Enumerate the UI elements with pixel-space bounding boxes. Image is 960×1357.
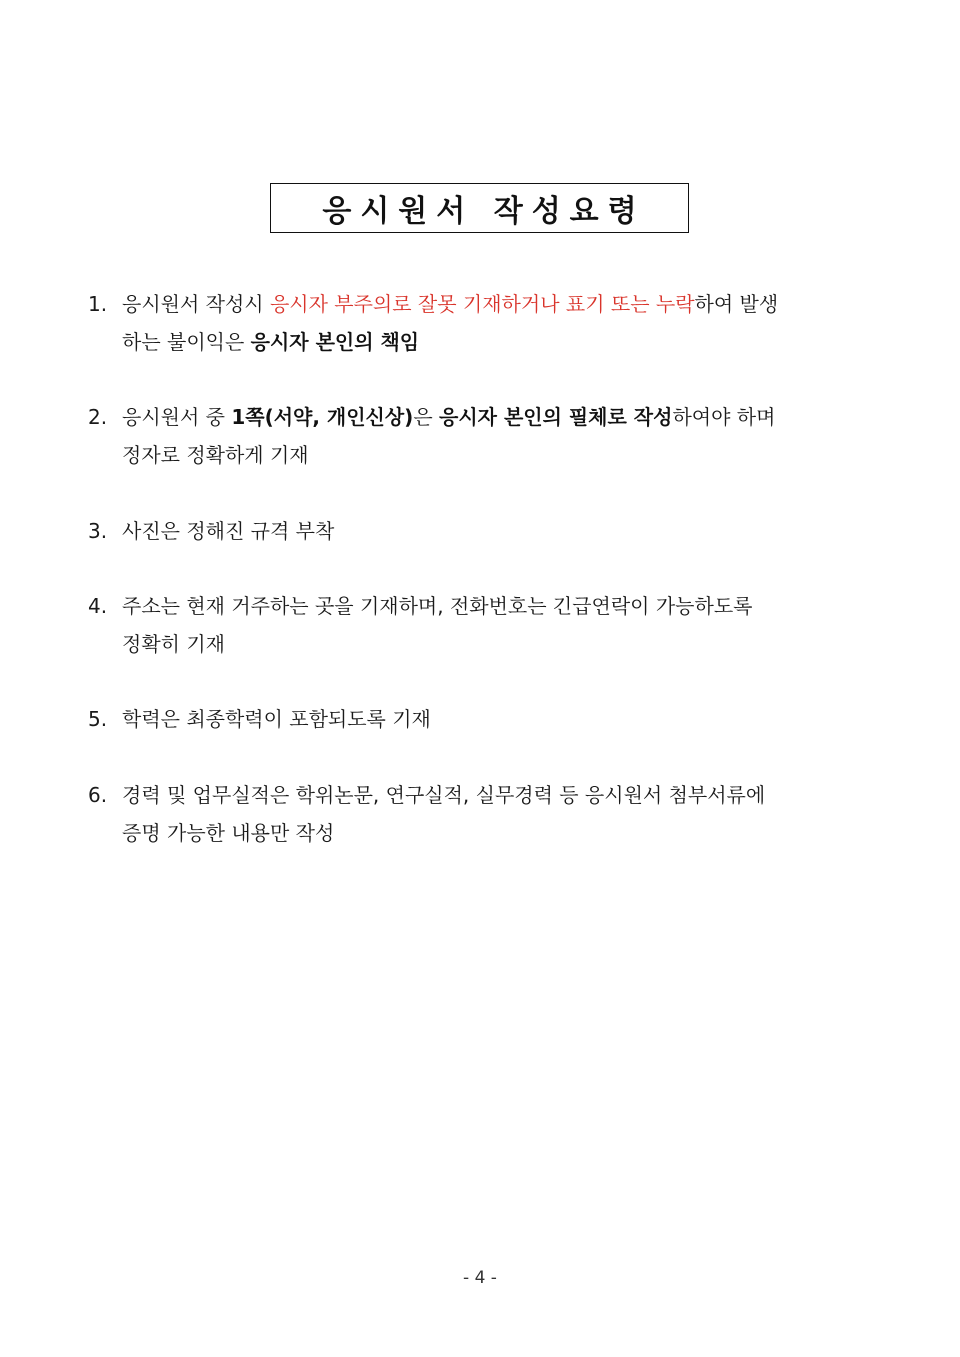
item-3-line-1 — [88, 512, 878, 550]
item-text: 하여야 하며 — [672, 405, 776, 429]
item-text: 경력 및 업무실적은 학위논문, 연구실적, 실무경력 등 응시원서 첨부서류에 — [122, 783, 766, 807]
item-4-line-2: 정확히 기재 — [122, 632, 225, 656]
item-text: 하여 발생 — [694, 292, 779, 316]
list-item-3 — [88, 512, 878, 550]
item-6-line-1 — [88, 776, 878, 814]
page-number: - 4 - — [463, 1268, 497, 1288]
item-number: 1. — [88, 292, 108, 316]
page-title: 응시원서 작성요령 — [322, 194, 646, 229]
item-4-line-1 — [88, 587, 878, 625]
item-text-emphasis-bold: 응시자 본인의 책임 — [250, 330, 420, 354]
item-text: 은 — [413, 405, 440, 429]
list-item-6 — [88, 776, 878, 852]
item-6-line-2: 증명 가능한 내용만 작성 — [122, 821, 335, 845]
item-number: 3. — [88, 519, 108, 543]
item-1-line-2 — [88, 323, 878, 361]
item-text-emphasis-bold: 1쪽(서약, 개인신상) — [231, 405, 414, 429]
item-2-line-2: 정자로 정확하게 기재 — [122, 443, 309, 467]
item-text: 응시원서 작성시 — [122, 292, 270, 316]
item-1-line-1 — [88, 285, 878, 323]
item-number: 6. — [88, 783, 108, 807]
item-text-emphasis-bold: 응시자 본인의 필체로 작성 — [439, 405, 673, 429]
item-text: 사진은 정해진 규격 부착 — [122, 519, 335, 543]
item-number: 2. — [88, 405, 108, 429]
title-box — [270, 183, 689, 233]
item-text: 학력은 최종학력이 포함되도록 기재 — [122, 707, 431, 731]
item-5-line-1 — [88, 700, 878, 738]
item-text: 주소는 현재 거주하는 곳을 기재하며, 전화번호는 긴급연락이 가능하도록 — [122, 594, 753, 618]
list-item-4 — [88, 587, 878, 663]
list-item-2 — [88, 398, 878, 474]
item-text: 하는 불이익은 — [122, 330, 251, 354]
item-text-emphasis-red: 응시자 부주의로 잘못 기재하거나 표기 또는 누락 — [269, 292, 695, 316]
item-number: 5. — [88, 707, 108, 731]
list-item-1 — [88, 285, 878, 361]
item-number: 4. — [88, 594, 108, 618]
list-item-5 — [88, 700, 878, 738]
item-text: 응시원서 중 — [122, 405, 232, 429]
item-2-line-1 — [88, 398, 878, 436]
